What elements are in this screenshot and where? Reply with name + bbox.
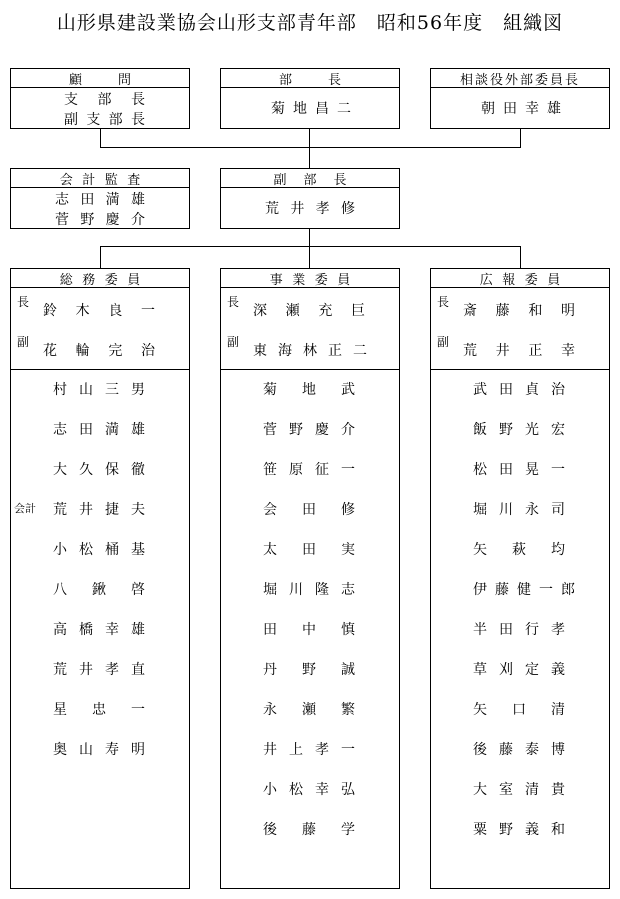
connector: [100, 147, 521, 148]
char: 隆: [315, 582, 329, 598]
char: 菊: [263, 382, 277, 398]
char: 武: [473, 382, 487, 398]
char: 義: [551, 662, 565, 678]
char: 二: [353, 343, 367, 359]
char: 星: [53, 702, 67, 718]
char: 粟: [473, 822, 487, 838]
char: 半: [473, 622, 487, 638]
char: 荒: [463, 343, 477, 359]
char: 東: [253, 343, 267, 359]
char: 瀬: [285, 303, 300, 319]
member-name: [53, 658, 145, 680]
char: 均: [551, 542, 565, 558]
char: 大: [53, 462, 67, 478]
member-name: [473, 698, 565, 720]
char: 野: [499, 422, 513, 438]
char: 長: [131, 92, 145, 108]
external-name: [431, 98, 609, 118]
member-name: [263, 578, 355, 600]
audit-box: [10, 168, 190, 229]
chief-header: [221, 69, 399, 88]
char: 永: [263, 702, 277, 718]
char: 松: [473, 462, 487, 478]
committee-column: [220, 268, 400, 889]
member-name: [473, 458, 565, 480]
member-name: [263, 498, 355, 520]
char: 太: [263, 542, 277, 558]
leader-mark: 長: [437, 295, 450, 309]
char: 清: [525, 782, 539, 798]
char: 慶: [105, 212, 120, 228]
char: 橋: [79, 622, 93, 638]
char: 矢: [473, 542, 487, 558]
connector: [309, 246, 310, 268]
char: 山: [79, 382, 93, 398]
member-name: [473, 738, 565, 760]
char: 小: [53, 542, 67, 558]
member-name: [473, 498, 565, 520]
advisor-header: [11, 69, 189, 88]
char: 永: [525, 502, 539, 518]
char: 満: [105, 192, 120, 208]
char: 桶: [105, 542, 119, 558]
char: 直: [131, 662, 145, 678]
char: 深: [253, 303, 267, 319]
char: 室: [499, 782, 513, 798]
char: 完: [108, 343, 123, 359]
member-name: [473, 378, 565, 400]
char: 計: [82, 172, 96, 188]
member-name: [263, 378, 355, 400]
external-header: [431, 69, 609, 88]
char: 部: [108, 112, 123, 128]
external-box: [430, 68, 610, 129]
member-name: [473, 418, 565, 440]
connector: [100, 246, 521, 247]
char: 口: [512, 702, 526, 718]
char: 雄: [131, 422, 145, 438]
char: 飯: [473, 422, 487, 438]
leader-mark: 副: [437, 335, 450, 349]
char: 志: [55, 192, 69, 208]
char: 久: [79, 462, 93, 478]
connector: [309, 128, 310, 168]
page-title: 山形県建設業協会山形支部青年部 昭和56年度 組織図: [56, 12, 564, 34]
member-name: [263, 458, 355, 480]
committee-header: [431, 269, 609, 288]
char: 員: [337, 272, 351, 288]
advisor-row: [11, 89, 189, 109]
member-name: [473, 818, 565, 840]
connector: [100, 246, 101, 268]
char: 泰: [525, 742, 539, 758]
char: 査: [127, 172, 141, 188]
char: 一: [140, 303, 155, 319]
char: 一: [539, 582, 553, 598]
char: 山: [79, 742, 93, 758]
connector: [309, 228, 310, 246]
char: 長: [130, 112, 145, 128]
member-name: [473, 538, 565, 560]
char: 良: [108, 303, 123, 319]
leader-name: [463, 339, 575, 361]
char: 輪: [75, 343, 90, 359]
char: 草: [473, 662, 487, 678]
char: 徹: [131, 462, 145, 478]
member-name: [53, 618, 145, 640]
char: 巨: [350, 303, 365, 319]
char: 田: [499, 382, 513, 398]
advisor-row: [11, 109, 189, 129]
char: 貞: [525, 382, 539, 398]
char: 充: [318, 303, 333, 319]
char: 孝: [315, 742, 329, 758]
chief-box: [220, 68, 400, 129]
char: 一: [341, 742, 355, 758]
committee-column: [430, 268, 610, 889]
committee-header: [221, 269, 399, 288]
char: 務: [82, 272, 96, 288]
char: 雄: [130, 192, 145, 208]
member-name: [53, 378, 145, 400]
char: 慎: [341, 622, 355, 638]
vice-header: [221, 169, 399, 188]
char: 鍬: [92, 582, 106, 598]
connector: [100, 128, 101, 147]
char: 上: [289, 742, 303, 758]
member-name: [473, 658, 565, 680]
vice-box: [220, 168, 400, 229]
member-name: [53, 458, 145, 480]
char: 矢: [473, 702, 487, 718]
char: 井: [79, 662, 93, 678]
leader-mark: 長: [17, 295, 30, 309]
char: 三: [105, 382, 119, 398]
char: 中: [302, 622, 316, 638]
char: 男: [131, 382, 145, 398]
char: 八: [53, 582, 67, 598]
leader-mark: 副: [227, 335, 240, 349]
char: 原: [289, 462, 303, 478]
char: 松: [289, 782, 303, 798]
char: 顧: [68, 72, 82, 88]
leader-mark: 長: [227, 295, 240, 309]
member-name: [53, 498, 145, 520]
member-name: [473, 578, 575, 600]
char: 堀: [263, 582, 277, 598]
char: 委: [524, 272, 538, 288]
char: 斎: [463, 303, 477, 319]
char: 大: [473, 782, 487, 798]
char: 村: [53, 382, 67, 398]
member-name: [263, 698, 355, 720]
audit-row: [11, 209, 189, 229]
char: 清: [551, 702, 565, 718]
char: 保: [105, 462, 119, 478]
char: 一: [551, 462, 565, 478]
char: 田: [499, 622, 513, 638]
char: 小: [263, 782, 277, 798]
char: 幸: [315, 782, 329, 798]
member-name: [263, 538, 355, 560]
char: 正: [328, 343, 342, 359]
char: 井: [495, 343, 510, 359]
char: 藤: [302, 822, 316, 838]
char: 事: [269, 272, 283, 288]
char: 宏: [551, 422, 565, 438]
char: 瀬: [302, 702, 316, 718]
char: 満: [105, 422, 119, 438]
char: 啓: [131, 582, 145, 598]
char: 繁: [341, 702, 355, 718]
member-name: [263, 818, 355, 840]
char: 菅: [55, 212, 69, 228]
char: 雄: [131, 622, 145, 638]
char: 幸: [560, 343, 575, 359]
char: 問: [117, 72, 131, 88]
char: 田: [302, 542, 316, 558]
member-name: [53, 418, 145, 440]
leader-name: [463, 299, 575, 321]
char: 治: [551, 382, 565, 398]
char: 実: [341, 542, 355, 558]
char: 丹: [263, 662, 277, 678]
char: 広: [479, 272, 493, 288]
char: 奥: [53, 742, 67, 758]
char: 行: [525, 622, 539, 638]
chief-name: [221, 98, 399, 118]
char: 一: [341, 462, 355, 478]
char: 孝: [105, 662, 119, 678]
char: 博: [551, 742, 565, 758]
char: 荒: [53, 662, 67, 678]
char: 弘: [341, 782, 355, 798]
char: 笹: [263, 462, 277, 478]
char: 監: [104, 172, 118, 188]
external-header-text: 相談役外部委員長: [459, 72, 580, 88]
char: 萩: [512, 542, 526, 558]
char: 定: [525, 662, 539, 678]
char: 治: [140, 343, 155, 359]
char: 寿: [105, 742, 119, 758]
char: 木: [75, 303, 90, 319]
char: 部: [278, 72, 292, 88]
char: 義: [525, 822, 539, 838]
char: 志: [341, 582, 355, 598]
leader-name: [253, 299, 365, 321]
char: 志: [53, 422, 67, 438]
char: 長: [333, 172, 347, 188]
char: 刈: [499, 662, 513, 678]
char: 幸: [105, 622, 119, 638]
char: 晃: [525, 462, 539, 478]
char: 藤: [495, 303, 510, 319]
char: 後: [263, 822, 277, 838]
char: 修: [340, 201, 355, 217]
char: 修: [341, 502, 355, 518]
connector: [520, 246, 521, 268]
char: 菅: [263, 422, 277, 438]
char: 井: [263, 742, 277, 758]
char: 部: [97, 92, 112, 108]
char: 光: [525, 422, 539, 438]
char: 孝: [315, 201, 330, 217]
char: 野: [289, 422, 303, 438]
char: 介: [130, 212, 145, 228]
section-divider: [431, 369, 609, 370]
char: 部: [303, 172, 317, 188]
char: 誠: [341, 662, 355, 678]
char: 野: [302, 662, 316, 678]
char: 野: [499, 822, 513, 838]
char: 川: [289, 582, 303, 598]
char: 健: [517, 582, 531, 598]
member-name: [53, 578, 145, 600]
connector: [520, 128, 521, 147]
char: 明: [131, 742, 145, 758]
char: 地: [302, 382, 316, 398]
char: 委: [104, 272, 118, 288]
char: 長: [327, 72, 341, 88]
char: 堀: [473, 502, 487, 518]
char: 林: [303, 343, 317, 359]
section-divider: [11, 369, 189, 370]
char: 会: [263, 502, 277, 518]
member-name: [263, 778, 355, 800]
char: 副: [273, 172, 287, 188]
char: 郎: [561, 582, 575, 598]
char: 井: [79, 502, 93, 518]
char: 川: [499, 502, 513, 518]
char: 幸: [525, 101, 539, 117]
char: 介: [341, 422, 355, 438]
char: 員: [127, 272, 141, 288]
char: 総: [59, 272, 73, 288]
char: 和: [528, 303, 543, 319]
char: 松: [79, 542, 93, 558]
char: 田: [79, 422, 93, 438]
member-name: [473, 618, 565, 640]
member-name: [263, 418, 355, 440]
leader-name: [253, 339, 367, 361]
char: 荒: [53, 502, 67, 518]
char: 夫: [131, 502, 145, 518]
char: 花: [43, 343, 57, 359]
char: 学: [341, 822, 355, 838]
char: 一: [131, 702, 145, 718]
char: 報: [502, 272, 516, 288]
committee-header: [11, 269, 189, 288]
char: 基: [131, 542, 145, 558]
leader-name: [43, 339, 155, 361]
char: 鈴: [43, 303, 57, 319]
char: 藤: [495, 582, 509, 598]
member-name: [263, 618, 355, 640]
char: 朝: [481, 101, 495, 117]
char: 慶: [315, 422, 329, 438]
advisor-box: [10, 68, 190, 129]
char: 藤: [499, 742, 513, 758]
char: 員: [547, 272, 561, 288]
char: 支: [64, 92, 78, 108]
audit-row: [11, 189, 189, 209]
audit-header: [11, 169, 189, 188]
char: 海: [278, 343, 292, 359]
char: 孝: [551, 622, 565, 638]
char: 高: [53, 622, 67, 638]
treasurer-mark: 会計: [14, 502, 36, 515]
char: 田: [503, 101, 517, 117]
char: 伊: [473, 582, 487, 598]
section-divider: [221, 369, 399, 370]
member-name: [53, 538, 145, 560]
member-name: [53, 738, 145, 760]
char: 野: [80, 212, 95, 228]
leader-mark: 副: [17, 335, 30, 349]
char: 捷: [105, 502, 119, 518]
char: 武: [341, 382, 355, 398]
char: 田: [499, 462, 513, 478]
char: 田: [80, 192, 95, 208]
char: 征: [315, 462, 329, 478]
member-name: [263, 738, 355, 760]
char: 忠: [92, 702, 106, 718]
vice-name: [221, 198, 399, 218]
member-name: [473, 778, 565, 800]
char: 菊: [271, 101, 285, 117]
char: 田: [302, 502, 316, 518]
char: 荒: [265, 201, 279, 217]
member-name: [53, 698, 145, 720]
char: 支: [86, 112, 101, 128]
char: 二: [337, 101, 351, 117]
char: 井: [290, 201, 305, 217]
char: 司: [551, 502, 565, 518]
char: 貴: [551, 782, 565, 798]
char: 後: [473, 742, 487, 758]
char: 会: [59, 172, 73, 188]
committee-column: [10, 268, 190, 889]
char: 副: [64, 112, 78, 128]
char: 雄: [547, 101, 561, 117]
leader-name: [43, 299, 155, 321]
char: 和: [551, 822, 565, 838]
char: 地: [293, 101, 307, 117]
char: 委: [314, 272, 328, 288]
char: 明: [560, 303, 575, 319]
char: 昌: [315, 101, 329, 117]
char: 正: [528, 343, 543, 359]
member-name: [263, 658, 355, 680]
char: 田: [263, 622, 277, 638]
char: 業: [292, 272, 306, 288]
